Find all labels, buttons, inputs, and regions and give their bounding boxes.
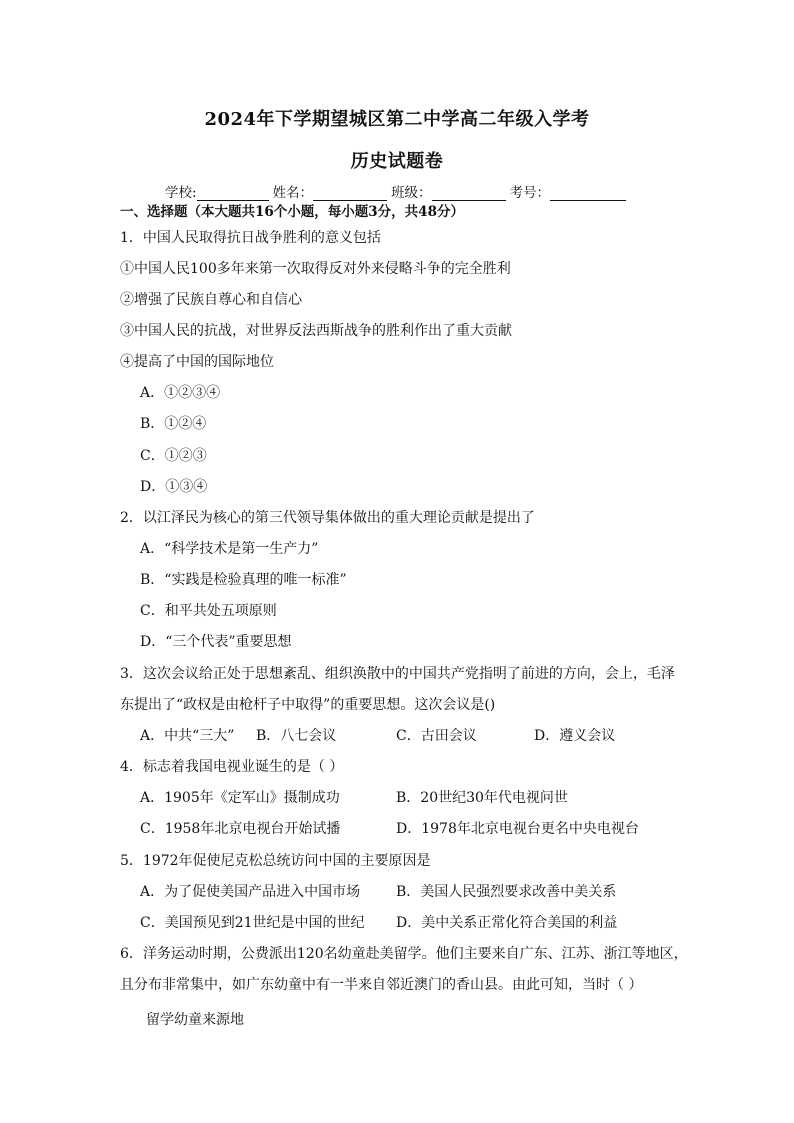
question-1-item-2: ②增强了民族自尊心和自信心 [120, 292, 302, 308]
name-label: 姓名： [272, 185, 314, 201]
question-4-option-d[interactable]: D．1978年北京电视台更名中央电视台 [396, 821, 639, 837]
question-3-stem-line-1: 3．这次会议给正处于思想紊乱、组织涣散中的中国共产党指明了前进的方向，会上，毛泽 [120, 666, 675, 682]
question-2-option-a[interactable]: A．“科学技术是第一生产力” [140, 541, 319, 557]
question-4-option-a[interactable]: A．1905年《定军山》摄制成功 [140, 790, 340, 806]
question-2-option-b[interactable]: B．“实践是检验真理的唯一标准” [140, 572, 347, 588]
question-1-item-1: ①中国人民100多年来第一次取得反对外来侵略斗争的完全胜利 [120, 261, 511, 277]
question-3-option-a[interactable]: A．中共“三大” [140, 728, 235, 744]
student-info-row [165, 181, 630, 201]
question-4-stem: 4．标志着我国电视业诞生的是（ ） [120, 759, 344, 775]
name-blank[interactable] [313, 186, 387, 201]
question-6-table-caption: 留学幼童来源地 [146, 1012, 244, 1028]
class-field [391, 181, 510, 201]
question-3-options [140, 727, 660, 745]
question-1-item-4: ④提高了中国的国际地位 [120, 354, 274, 370]
question-5-option-b[interactable]: B．美国人民强烈要求改善中美关系 [396, 884, 617, 900]
school-label: 学校: [165, 185, 197, 201]
question-5-option-d[interactable]: D．美中关系正常化符合美国的利益 [396, 915, 618, 931]
question-2-option-c[interactable]: C．和平共处五项原则 [140, 603, 277, 619]
question-5-option-a[interactable]: A．为了促使美国产品进入中国市场 [140, 884, 361, 900]
question-5-stem: 5．1972年促使尼克松总统访问中国的主要原因是 [120, 853, 431, 869]
class-blank[interactable] [432, 186, 506, 201]
section-heading: 一、选择题（本大题共16个小题，每小题3分，共48分） [120, 204, 464, 220]
question-4-option-c[interactable]: C．1958年北京电视台开始试播 [140, 821, 341, 837]
question-4-option-b[interactable]: B．20世纪30年代电视问世 [396, 790, 568, 806]
class-label: 班级： [391, 185, 432, 201]
exam-number-blank[interactable] [550, 186, 626, 201]
exam-subtitle: 历史试题卷 [350, 151, 444, 172]
question-6-stem-line-1: 6．洋务运动时期，公费派出120名幼童赴美留学。他们主要来自广东、江苏、浙江等地区， [120, 946, 688, 962]
exam-number-label: 考号： [509, 185, 551, 201]
question-5-options-row-1 [140, 883, 660, 901]
question-1-option-d[interactable]: D．①③④ [140, 479, 208, 495]
question-1-option-a[interactable]: A．①②③④ [140, 385, 221, 401]
question-5-options-row-2 [140, 914, 660, 932]
question-6-stem-line-2: 且分布非常集中，如广东幼童中有一半来自邻近澳门的香山县。由此可知，当时（ ） [120, 977, 643, 993]
question-2-option-d[interactable]: D．“三个代表”重要思想 [140, 634, 292, 650]
question-3-stem-line-2: 东提出了“政权是由枪杆子中取得”的重要思想。这次会议是() [120, 697, 496, 713]
name-field [273, 181, 392, 201]
question-3-option-d[interactable]: D．遵义会议 [534, 728, 616, 744]
question-2-stem: 2．以江泽民为核心的第三代领导集体做出的重大理论贡献是提出了 [120, 510, 535, 526]
question-3-option-b[interactable]: B．八七会议 [256, 728, 337, 744]
question-5-option-c[interactable]: C．美国预见到21世纪是中国的世纪 [140, 915, 365, 931]
question-4-options-row-2 [140, 820, 660, 838]
question-1-option-c[interactable]: C．①②③ [140, 448, 207, 464]
school-blank[interactable] [197, 186, 269, 201]
question-1-option-b[interactable]: B．①②④ [140, 416, 207, 432]
school-field [165, 181, 273, 201]
question-3-option-c[interactable]: C．古田会议 [396, 728, 477, 744]
question-1-item-3: ③中国人民的抗战，对世界反法西斯战争的胜利作出了重大贡献 [120, 323, 512, 339]
question-1-stem: 1．中国人民取得抗日战争胜利的意义包括 [120, 230, 381, 246]
exam-title: 2024年下学期望城区第二中学高二年级入学考 [204, 109, 590, 130]
question-4-options-row-1 [140, 789, 660, 807]
exam-number-field [510, 181, 631, 201]
